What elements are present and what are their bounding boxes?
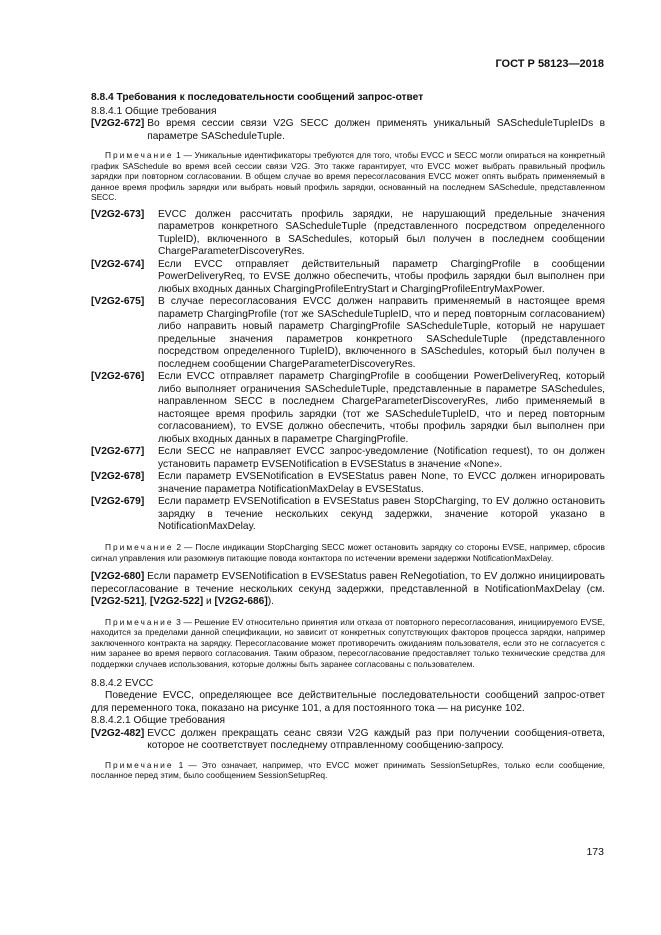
requirement-678 [91,471,605,496]
reference-522: [V2G2-522] [149,596,204,608]
separator: ). [267,596,274,608]
note-eveс-1 [91,760,605,781]
note-3 [91,617,605,670]
note-text: 1 — Уникальные идентификаторы требуются для того, чтобы EVCC и SECC могли опираться на конкретный график SASchedule во время всей сессии связи V2G. Это также гарантирует, что EVCC может выбрать правильный профиль зарядки при повторном согласовании. В общем случае во время пересогласования EVCC может опять выбрать применяемый в данное время профиль зарядки или выбрать новый профиль зарядки, основанный на последнем SASchedule, представленном SECC. [91,150,605,203]
page-number: 173 [586,846,604,858]
requirement-676 [91,371,605,446]
requirement-id: [V2G2-672] [91,118,145,129]
note-text: 1 — Это означает, например, что EVCC может принимать SessionSetupRes, только если сообщение, посланное перед этим, было сообщением SessionSetupReq. [91,759,605,781]
separator: , [144,596,150,608]
subsection-title: 8.8.4.1 Общие требования [91,105,217,117]
note-label: Примечание [105,541,174,552]
requirements-list [91,209,605,534]
document-header: ГОСТ Р 58123—2018 [495,58,604,70]
reference-521: [V2G2-521] [91,596,145,608]
requirement-id: [V2G2-679] [91,496,145,508]
note-text: 2 — После индикации StopCharging SECC может остановить зарядку со стороны EVSE, например, сбросив сигнал управления или разомкнув питающие повода контактора по истечении времени задержки NotificationMaxDelay. [91,541,605,563]
requirement-677 [91,446,605,471]
requirement-text: Если параметр EVSENotification в EVSEStatus равен ReNegotiation, то EV должно инициировать пересогласование в течение нескольких секунд задержки, представленной в NotificationMaxDelay (см. [91,571,605,595]
requirement-id: [V2G2-674] [91,258,145,270]
requirement-text: EVCC должен рассчитать профиль зарядки, не нарушающий предельные значения параметров конкретного SAScheduleTuple (представленного посредством определенного TupleID), включенного в SASchedules, который был получен в последнем сообщении ChargeParameterDiscoveryRes. [158,208,605,258]
note-text: 3 — Решение EV относительно принятия или отказа от повторного пересогласования, инициируемого EVSE, находится за пределами данной спецификации, но зависит от конкретных сопутствующих факторов процесса зарядки, например заключенного контракта на зарядку. Пересогласование может противоречить ожиданиям пользователя, если это не согласуется с ним заранее во время первого согласования. Таким образом, пересогласование предоставляет только технические средства для поддержки случаев использования, которые должны быть заранее согласованы с пользователем. [91,616,605,670]
requirement-id: [V2G2-680] [91,571,145,583]
subsection-title: 8.8.4.2.1 Общие требования [91,715,225,727]
requirement-675 [91,296,605,371]
requirement-id: [V2G2-676] [91,371,145,383]
paragraph: Поведение EVCC, определяющее все действительные последовательности сообщений запрос-ответ для переменного тока, показано на рисунке 101, а для постоянного тока — на рисунке 102. [91,690,605,714]
main-content [91,92,605,781]
requirement-text: Если параметр EVSENotification в EVSEStatus равен None, то EVCC должен игнорировать значение параметра NotificationMaxDelay в EVSEStatus. [158,471,605,495]
reference-686: [V2G2-686] [214,596,268,608]
subsection-title: 8.8.4.2 EVCC [91,677,154,689]
requirement-text: Если EVCC отправляет действительный параметр ChargingProfile в сообщении PowerDeliveryReq, то EVSE должно обеспечить, чтобы профиль зарядки был выполнен при любых входных данных ChargingProfileEntryStart и ChargingProfileEntryMaxPower. [158,258,605,295]
requirement-482 [91,728,605,753]
requirement-text: Если EVCC отправляет параметр ChargingProfile в сообщении PowerDeliveryReq, который либо выполняет ограничения SAScheduleTuple, представленные в параметре SASchedules, направленном SECC в последнем ChargeParameterDiscoveryRes, либо применяемый в настоящее время профиль зарядки (тот же SAScheduleTupleID, что и перед повторным согласованием), то EVSE должно обеспечить, чтобы профиль зарядки был выполнен при любых входных данных в параметре ChargingProfile. [158,371,605,445]
section-title: 8.8.4 Требования к последовательности сообщений запрос-ответ [91,92,424,103]
requirement-673 [91,209,605,259]
requirement-text: Если SECC не направляет EVCC запрос-уведомление (Notification request), то он должен установить параметр EVSENotification в EVSEStatus в значение «None». [158,446,605,470]
requirement-text: EVCC должен прекращать сеанс связи V2G каждый раз при получении сообщения-ответа, которое не соответствует последнему отправленному сообщению-запросу. [147,727,605,752]
requirement-id: [V2G2-482] [91,727,145,739]
note-1 [91,150,605,203]
requirement-672 [91,118,605,143]
requirement-id: [V2G2-678] [91,471,145,483]
requirement-680 [91,571,605,609]
requirement-679 [91,496,605,534]
requirement-674 [91,259,605,297]
requirement-id: [V2G2-673] [91,208,145,220]
note-2 [91,542,605,563]
requirement-id: [V2G2-675] [91,296,145,308]
requirement-text: Если параметр EVSENotification в EVSEStatus равен StopCharging, то EV должно остановить зарядку в течение нескольких секунд задержки, значение которой указано в NotificationMaxDelay. [158,496,605,533]
requirement-text: Во время сессии связи V2G SECC должен применять уникальный SAScheduleTupleIDs в параметре SAScheduleTuple. [147,118,605,142]
note-label: Примечание [105,616,174,627]
requirement-text: В случае пересогласования EVCC должен направить применяемый в настоящее время параметр ChargingProfile (тот же SAScheduleTupleID, что и перед повторным согласованием) либо направить новый параметр ChargingProfile SAScheduleTuple, который не нарушает предельные значения параметров конкретного SAScheduleTuple (представленного посредством определенного TupleID), включенного в SASchedules, который был получен в последнем сообщении ChargeParameterDiscoveryRes. [158,296,605,370]
note-label: Примечание [105,150,174,160]
separator: и [203,596,215,608]
requirement-id: [V2G2-677] [91,446,145,458]
note-label: Примечание [105,759,174,770]
